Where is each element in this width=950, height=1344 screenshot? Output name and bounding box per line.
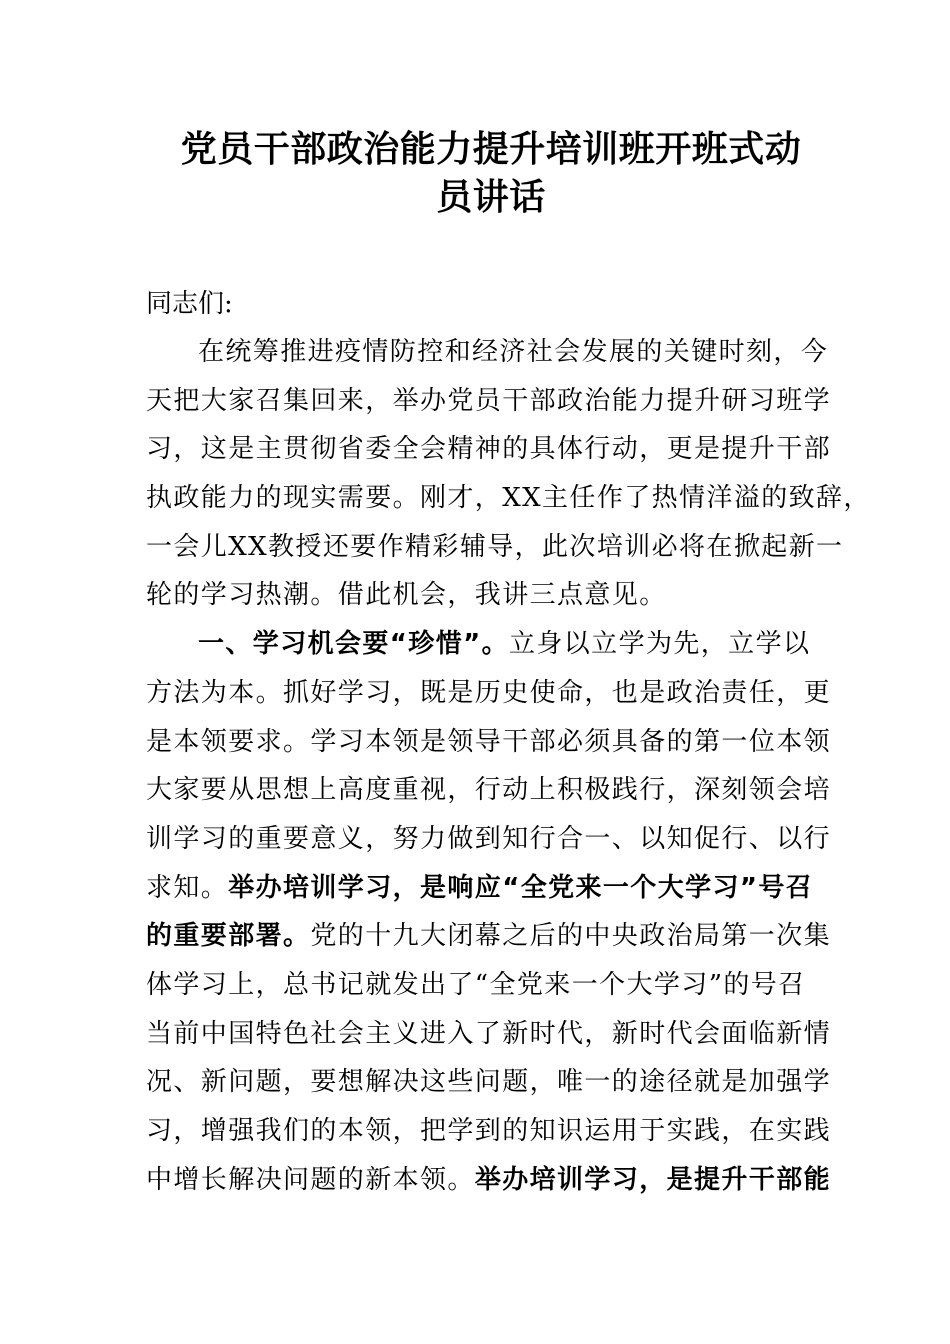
line-text: 在统筹推进疫情防控和经济社会发展的关键时刻，今 [198,337,829,367]
line-text: 中增长解决问题的新本领。 [146,1164,475,1195]
body-line [146,474,871,523]
body-line [146,523,844,572]
line-text: 训学习的重要意义，努力做到知行合一、以知促行、以行 [146,823,832,854]
body-line [146,1156,832,1205]
body-line [146,425,832,474]
line-text: 立身以立学为先，立学以 [508,629,811,660]
body-line [146,328,829,377]
body-line [146,718,832,767]
line-text: 习，这是主贯彻省委全会精神的具体行动，更是提升干部 [146,434,832,465]
body-line [146,1010,832,1059]
body-line [146,669,832,718]
title-line-1: 党员干部政治能力提升培训班开班式动 [180,129,802,170]
line-text: 执政能力的现实需要。刚才，XX主任作了热情洋溢的致辞， [146,483,871,514]
line-text: 况、新问题，要想解决这些问题，唯一的途径就是加强学 [146,1067,832,1098]
bold-emphasis: 的重要部署。 [146,921,311,952]
line-text: 习，增强我们的本领，把学到的知识运用于实践，在实践 [146,1116,832,1146]
body-line [146,377,832,426]
title-line-2: 员讲话 [436,177,546,218]
bold-emphasis: 举办培训学习，是提升干部能 [474,1164,832,1195]
body-line [146,864,814,913]
body-line [146,1107,832,1156]
document-body [146,328,871,1204]
section-heading-line [146,620,811,669]
section-heading: 一、学习机会要“珍惜”。 [198,629,509,660]
line-text: 天把大家召集回来，举办党员干部政治能力提升研习班学 [146,385,832,416]
line-text: 方法为本。抓好学习，既是历史使命，也是政治责任，更 [146,677,832,708]
line-text: 轮的学习热潮。借此机会，我讲三点意见。 [146,580,667,611]
line-text: 党的十九大闭幕之后的中央政治局第一次集 [310,921,832,952]
line-text: 体学习上，总书记就发出了“全党来一个大学习”的号召 [146,969,806,1000]
body-line [146,815,832,864]
line-text: 是本领要求。学习本领是领导干部必须具备的第一位本领 [146,726,832,757]
document-title [146,126,836,222]
line-text: 当前中国特色社会主义进入了新时代，新时代会面临新情 [146,1018,832,1049]
body-line [146,961,806,1010]
body-line [146,1058,832,1107]
line-text: 大家要从思想上高度重视，行动上积极践行，深刻领会培 [146,775,832,806]
bold-emphasis: 举办培训学习，是响应“全党来一个大学习”号召 [228,872,814,903]
body-line [146,766,832,815]
body-line [146,912,832,961]
salutation: 同志们: [146,289,233,319]
body-line [146,571,806,620]
line-text: 求知。 [146,872,229,903]
line-text: 一会儿XX教授还要作精彩辅导，此次培训必将在掀起新一 [146,531,844,562]
